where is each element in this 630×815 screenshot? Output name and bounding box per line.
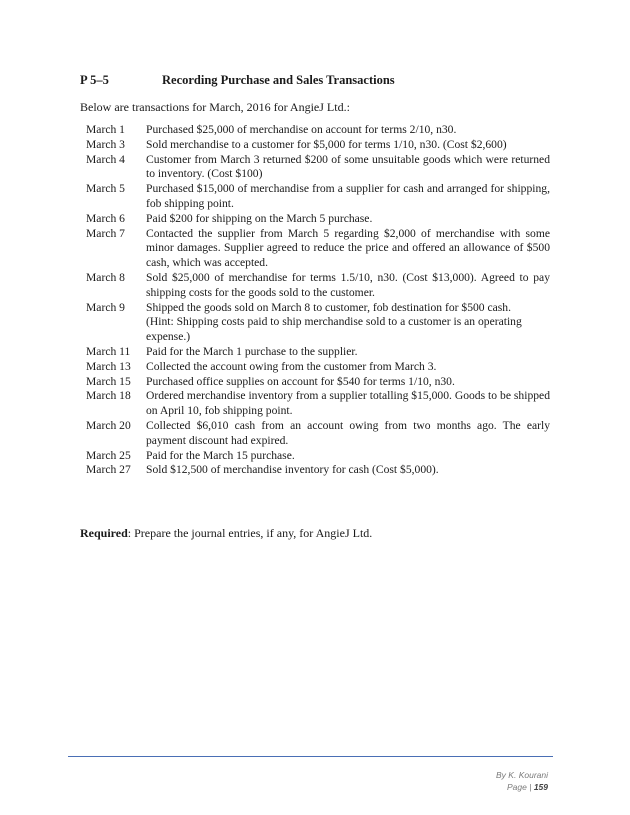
transaction-date: March 6 [86, 211, 125, 225]
transaction-description: Paid $200 for shipping on the March 5 purchase. [146, 211, 373, 225]
transaction-date: March 3 [86, 137, 125, 151]
transaction-row [86, 449, 550, 464]
footer-page-number: 159 [533, 782, 548, 792]
transaction-description: Purchased $25,000 of merchandise on account for terms 2/10, n30. [146, 123, 457, 136]
transaction-description: Collected $6,010 cash from an account owing from two months ago. The early payment discount had expired. [146, 418, 550, 447]
transaction-row [86, 138, 550, 153]
transaction-list [86, 123, 550, 478]
transaction-row [86, 463, 550, 478]
required-instruction [80, 526, 372, 541]
intro-text: Below are transactions for March, 2016 for AngieJ Ltd.: [80, 100, 350, 114]
transaction-row [86, 271, 550, 301]
transaction-date: March 4 [86, 152, 125, 166]
transaction-description: Sold $25,000 of merchandise for terms 1.5/10, n30. (Cost $13,000). Agreed to pay shipping costs for the goods sold to the customer. [146, 270, 550, 299]
transaction-text: Shipped the goods sold on March 8 to customer, fob destination for $500 cash. [146, 300, 512, 314]
transaction-date: March 13 [86, 359, 131, 373]
footer-page [496, 781, 548, 793]
transaction-row [86, 389, 550, 419]
transaction-date: March 8 [86, 270, 125, 284]
transaction-row [86, 375, 550, 390]
transaction-row [86, 212, 550, 227]
transaction-row [86, 419, 550, 449]
transaction-date: March 1 [86, 123, 125, 136]
transaction-description: Paid for the March 1 purchase to the supplier. [146, 344, 358, 358]
transaction-date: March 18 [86, 389, 131, 403]
transaction-row [86, 227, 550, 271]
transaction-row [86, 182, 550, 212]
transaction-description: Purchased office supplies on account for $540 for terms 1/10, n30. [146, 374, 455, 388]
footer-author: By K. Kourani [496, 770, 548, 780]
transaction-description: Sold merchandise to a customer for $5,000 for terms 1/10, n30. (Cost $2,600) [146, 137, 507, 151]
transaction-date: March 5 [86, 182, 125, 196]
page-footer [496, 769, 548, 793]
transaction-date: March 27 [86, 463, 131, 477]
transaction-row [86, 123, 550, 138]
transaction-date: March 7 [86, 226, 125, 240]
required-text: : Prepare the journal entries, if any, for AngieJ Ltd. [127, 526, 373, 540]
transaction-date: March 20 [86, 418, 131, 432]
transaction-date: March 11 [86, 344, 131, 358]
transaction-description: Contacted the supplier from March 5 regarding $2,000 of merchandise with some minor damages. Supplier agreed to reduce the price and offered an allowance of $500 cash, which was accepted. [146, 226, 550, 270]
transaction-description: Paid for the March 15 purchase. [146, 448, 295, 462]
transaction-row [86, 345, 550, 360]
transaction-hint: (Hint: Shipping costs paid to ship merchandise sold to a customer is an operating expense.) [146, 315, 522, 344]
transaction-description: Purchased $15,000 of merchandise from a supplier for cash and arranged for shipping, fob shipping point. [146, 182, 550, 210]
footer-page-label: Page | [507, 782, 534, 792]
transaction-description [146, 301, 550, 345]
transaction-row [86, 153, 550, 183]
footer-rule [68, 756, 553, 757]
transaction-date: March 9 [86, 300, 125, 314]
transaction-date: March 15 [86, 374, 131, 388]
transaction-description: Sold $12,500 of merchandise inventory for cash (Cost $5,000). [146, 463, 439, 477]
transaction-description: Customer from March 3 returned $200 of some unsuitable goods which were returned to inventory. (Cost $100) [146, 152, 550, 181]
transaction-row [86, 301, 550, 345]
transaction-description: Ordered merchandise inventory from a supplier totalling $15,000. Goods to be shipped on April 10, fob shipping point. [146, 389, 550, 418]
required-label: Required [80, 526, 128, 540]
transaction-description: Collected the account owing from the customer from March 3. [146, 359, 437, 373]
problem-title: Recording Purchase and Sales Transactions [162, 73, 395, 87]
problem-number: P 5–5 [80, 73, 109, 87]
problem-heading [80, 73, 395, 88]
transaction-date: March 25 [86, 448, 131, 462]
transaction-row [86, 360, 550, 375]
